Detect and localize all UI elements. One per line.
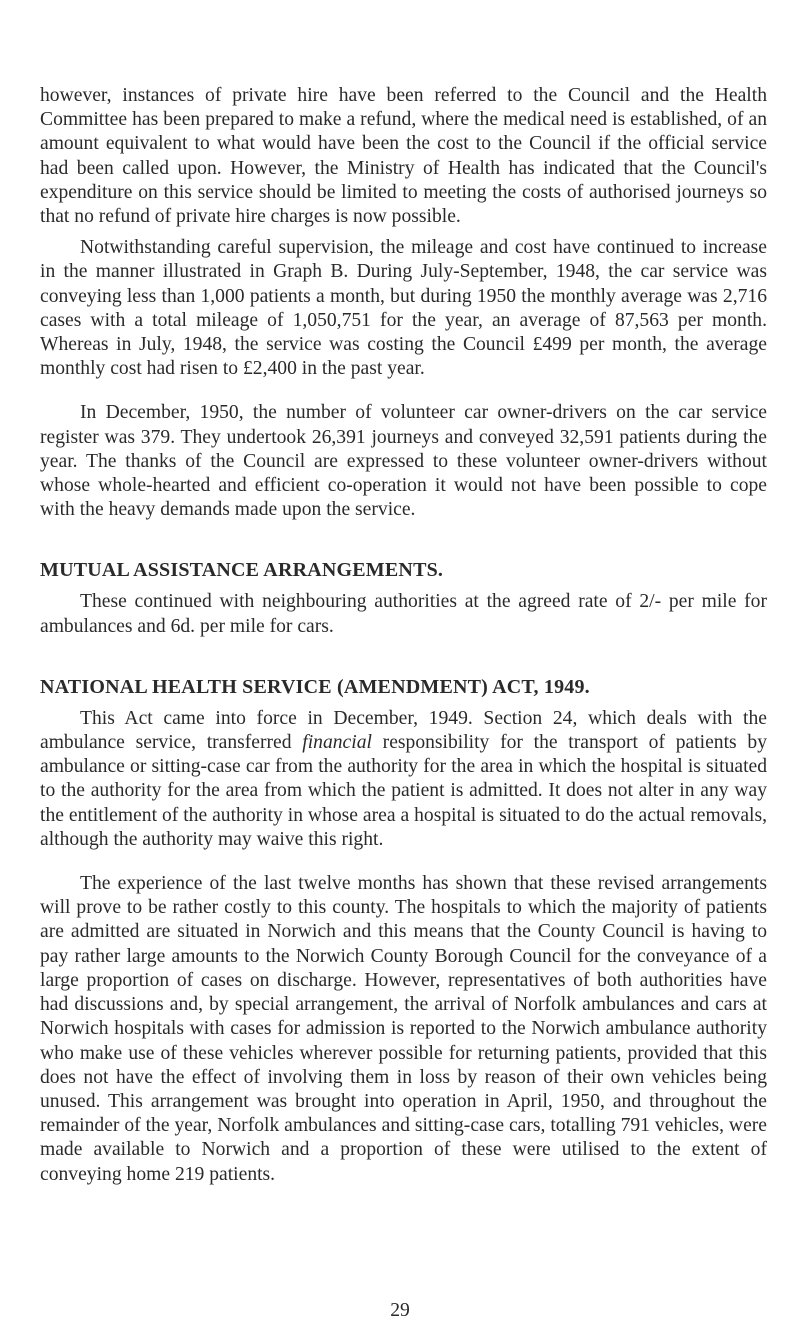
section-mutual-assistance <box>40 558 767 638</box>
act-overview-text-start: This Act came into force in December, 1949. Section 24, which deals with the ambulance service, transferred <box>40 707 767 754</box>
document-page <box>40 84 767 1187</box>
section-heading: NATIONAL HEALTH SERVICE (AMENDMENT) ACT, 1949. <box>40 675 590 698</box>
paragraph-act-overview <box>40 707 767 852</box>
paragraph-revised-arrangements: The experience of the last twelve months has shown that these revised arrangements will prove to be rather costly to this county. The hospitals to which the majority of patients are admitted are situated in Norwich and this means that the County Council is having to pay rather large amounts to the Norwich County Borough Council for the conveyance of a large proportion of cases on discharge. However, representatives of both authorities have had discussions and, by special arrangement, the arrival of Norfolk ambulances and cars at Norwich hospitals with cases for admission is reported to the Norwich ambulance authority who make use of these vehicles wherever possible for returning patients, provided that this does not have the effect of involving them in loss by reason of their own vehicles being unused. This arrangement was brought into operation in April, 1950, and throughout the remainder of the year, Norfolk ambulances and sitting-case cars, totalling 791 vehicles, were made available to Norwich and a proportion of these were utilised to the extent of conveying home 219 patients. <box>40 873 767 1185</box>
paragraph-mutual-assistance: These continued with neighbouring authorities at the agreed rate of 2/- per mile for ambulances and 6d. per mile for cars. <box>40 591 767 637</box>
emphasis-financial: financial <box>302 732 372 754</box>
paragraph-volunteer-drivers: In December, 1950, the number of volunteer car owner-drivers on the car service register was 379. They undertook 26,391 journeys and conveyed 32,591 patients during the year. The thanks of the Council are expressed to these volunteer owner-drivers without whose whole-hearted and efficient co-operation it would not have been possible to cope with the heavy demands made upon the service. <box>40 402 767 521</box>
paragraph-private-hire: however, instances of private hire have been referred to the Council and the Health Committee has been prepared to make a refund, where the medical need is established, of an amount equivalent to what would have been the cost to the Council if the official service had been called upon. However, the Ministry of Health has indicated that the Council's expenditure on this service should be limited to meeting the costs of authorised journeys so that no refund of private hire charges is now possible. <box>40 85 767 228</box>
section-nhs-amendment-act <box>40 675 767 1187</box>
act-overview-text-end: responsibility for the transport of patients by ambulance or sitting-case car from the authority for the area in which the hospital is situated to the authority for the area from which the patient is admitted. It does not alter in any way the entitlement of the authority in whose area a hospital is situated to do the actual removals, although the authority may waive this right. <box>40 732 767 850</box>
page-number: 29 <box>390 1300 410 1321</box>
paragraph-mileage-cost: Notwithstanding careful supervision, the mileage and cost have continued to increase in the manner illustrated in Graph B. During July-September, 1948, the car service was conveying less than 1,000 patients a month, but during 1950 the monthly average was 2,716 cases with a total mileage of 1,050,751 for the year, an average of 87,563 per month. Whereas in July, 1948, the service was costing the Council £499 per month, the average monthly cost had risen to £2,400 in the past year. <box>40 237 767 380</box>
section-heading: MUTUAL ASSISTANCE ARRANGEMENTS. <box>40 559 444 582</box>
